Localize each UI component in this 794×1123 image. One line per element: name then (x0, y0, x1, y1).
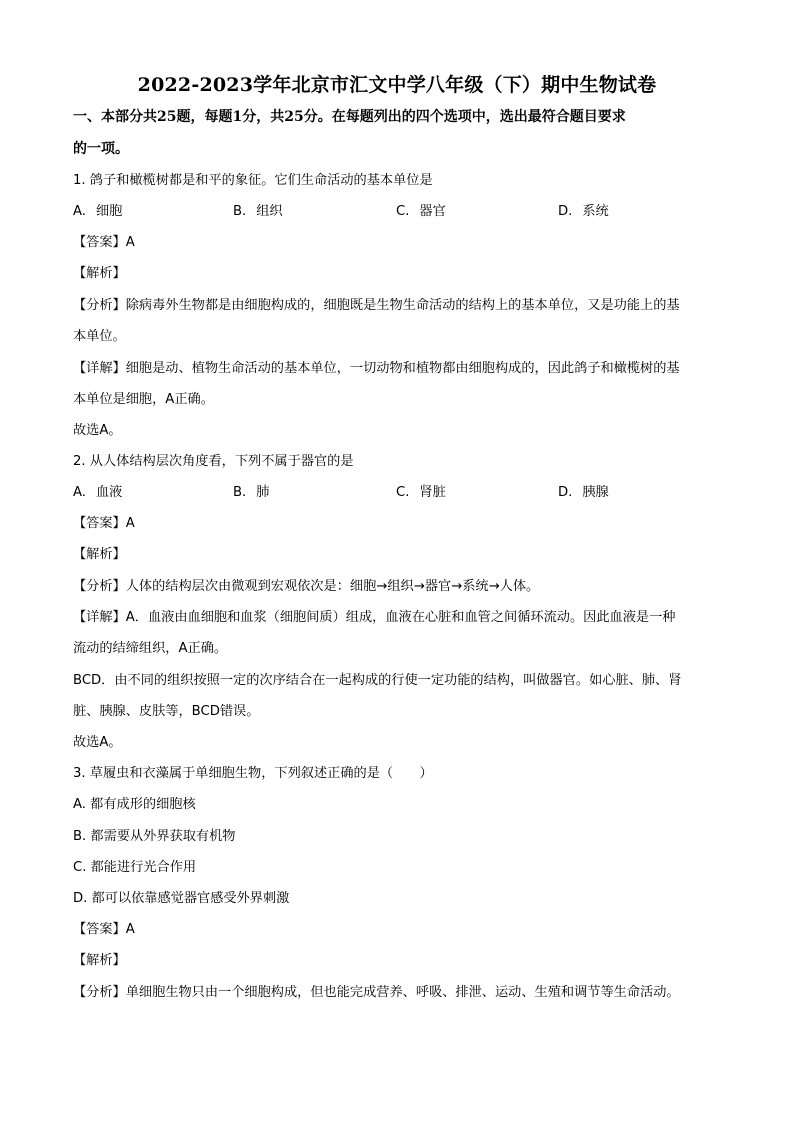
option-letter: C. (396, 204, 410, 219)
q3-option-d: D. 都可以依靠感觉器官感受外界刺激 (73, 891, 290, 906)
option-text: 组织 (256, 204, 283, 219)
option-text: 肺 (256, 485, 270, 500)
q1-stem: 1. 鸽子和橄榄树都是和平的象征。它们生命活动的基本单位是 (73, 173, 433, 188)
option-letter: B. (233, 485, 247, 500)
q2-xiangjie-line1: 【详解】A．血液由血细胞和血浆（细胞间质）组成，血液在心脏和血管之间循环流动。因此血液是一种 (73, 610, 676, 625)
q3-fenxi-line1: 【分析】单细胞生物只由一个细胞构成，但也能完成营养、呼吸、排泄、运动、生殖和调节等生命活动。 (73, 985, 680, 1000)
option-text: 胰腺 (582, 485, 609, 500)
section-heading-line2: 的一项。 (73, 141, 129, 157)
option-text: 血液 (95, 485, 123, 500)
option-text: 系统 (582, 204, 609, 219)
q2-option-a (73, 484, 122, 502)
option-text: 器官 (419, 204, 446, 219)
q1-option-b (233, 203, 283, 221)
option-letter: B. (233, 204, 247, 219)
q2-analysis-label: 【解析】 (73, 547, 126, 562)
q1-answer: 【答案】A (73, 235, 135, 250)
q1-conclusion: 故选A。 (73, 423, 122, 438)
option-letter: A. (73, 485, 86, 500)
q3-analysis-label: 【解析】 (73, 953, 126, 968)
option-letter: A. (73, 204, 86, 219)
option-letter: D. (558, 485, 573, 500)
q1-fenxi-line1: 【分析】除病毒外生物都是由细胞构成的，细胞既是生物生命活动的结构上的基本单位，又是功能上的基 (73, 298, 680, 313)
option-text: 细胞 (95, 204, 123, 219)
q1-option-a (73, 203, 122, 221)
q3-stem: 3. 草履虫和衣藻属于单细胞生物，下列叙述正确的是（ ） (73, 766, 433, 781)
q2-xiangjie-line2: 流动的结缔组织，A正确。 (73, 641, 228, 656)
option-letter: D. (558, 204, 573, 219)
q2-stem: 2. 从人体结构层次角度看，下列不属于器官的是 (73, 454, 354, 469)
q1-option-c (396, 203, 446, 221)
q3-option-c: C. 都能进行光合作用 (73, 860, 197, 875)
q1-option-d (558, 203, 609, 221)
option-text: 肾脏 (419, 485, 446, 500)
option-letter: C. (396, 485, 410, 500)
q2-option-c (396, 484, 446, 502)
q1-fenxi-line2: 本单位。 (73, 329, 126, 344)
q2-option-b (233, 484, 269, 502)
q2-fenxi-line1: 【分析】人体的结构层次由微观到宏观依次是：细胞→组织→器官→系统→人体。 (73, 579, 540, 594)
page-title: 2022-2023学年北京市汇文中学八年级（下）期中生物试卷 (137, 74, 657, 96)
q3-answer: 【答案】A (73, 922, 135, 937)
q2-answer: 【答案】A (73, 516, 135, 531)
q1-xiangjie-line1: 【详解】细胞是动、植物生命活动的基本单位，一切动物和植物都由细胞构成的，因此鸽子和橄榄树的基 (73, 361, 680, 376)
q2-option-d (558, 484, 609, 502)
q2-bcd-line2: 脏、胰腺、皮肤等，BCD错误。 (73, 704, 260, 719)
q2-conclusion: 故选A。 (73, 735, 122, 750)
q1-analysis-label: 【解析】 (73, 266, 126, 281)
q3-option-b: B. 都需要从外界获取有机物 (73, 829, 236, 844)
section-heading-line1: 一、本部分共25题，每题1分，共25分。在每题列出的四个选项中，选出最符合题目要求 (73, 109, 626, 125)
q1-xiangjie-line2: 本单位是细胞，A正确。 (73, 392, 214, 407)
q2-bcd-line1: BCD．由不同的组织按照一定的次序结合在一起构成的行使一定功能的结构，叫做器官。如心脏、肺、肾 (73, 673, 682, 688)
q3-option-a: A. 都有成形的细胞核 (73, 797, 196, 812)
